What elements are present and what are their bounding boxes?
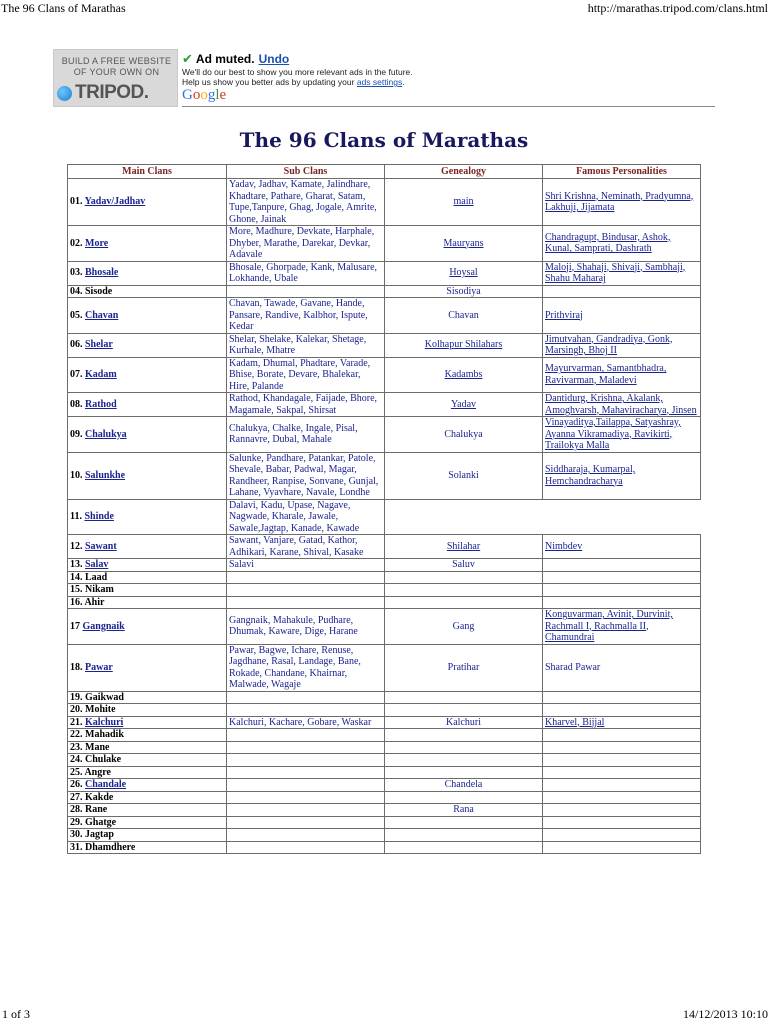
famous-personalities-cell[interactable]: Dantidurg, Krishna, Akalank, Amoghvarsh, Mahaviracharya, Jinsen (543, 393, 701, 417)
main-clan-cell (68, 285, 227, 298)
clan-number: 27. (70, 791, 83, 803)
main-clan-cell (68, 754, 227, 767)
table-row (68, 816, 701, 829)
print-header (0, 0, 768, 18)
clan-name-link[interactable]: Bhosale (85, 267, 119, 279)
genealogy-cell (385, 596, 543, 609)
main-clan-cell[interactable] (68, 261, 227, 285)
sub-clans-cell: Salunke, Pandhare, Patankar, Patole, Shevale, Babar, Padwal, Magar, Randheer, Ranpise, Sonvane, Gunjal, Lahane, Vyavhare, Navale, Londhe (227, 452, 385, 499)
sub-clans-cell (227, 754, 385, 767)
famous-personalities-cell: Sharad Pawar (543, 644, 701, 691)
genealogy-cell: Kalchuri (385, 716, 543, 729)
famous-personalities-cell (543, 571, 701, 584)
genealogy-cell (385, 829, 543, 842)
clan-name: Ahir (84, 596, 105, 608)
clan-number: 30. (70, 829, 83, 840)
checkmark-icon: ✔ (182, 51, 193, 66)
main-clan-cell[interactable] (68, 535, 227, 559)
famous-personalities-cell[interactable]: Jimutvahan, Gandradiya, Gonk, Marsingh, Bhoj II (543, 333, 701, 357)
main-clan-cell[interactable] (68, 452, 227, 499)
clan-name: Jagtap (85, 829, 114, 840)
clan-number: 26. (70, 779, 83, 790)
genealogy-cell (385, 754, 543, 767)
table-row (68, 729, 701, 742)
header-sub-clans: Sub Clans (227, 165, 385, 179)
famous-personalities-cell (543, 829, 701, 842)
genealogy-cell (385, 691, 543, 704)
main-clan-cell[interactable] (68, 226, 227, 262)
table-row (68, 754, 701, 767)
clan-number: 22. (70, 729, 83, 740)
clan-name-link[interactable]: Salav (85, 559, 109, 570)
genealogy-cell (385, 791, 543, 804)
clan-name: Ghatge (85, 816, 117, 828)
table-row (68, 559, 701, 572)
tripod-brand-text: TRIPOD. (75, 82, 149, 103)
table-row (68, 766, 701, 779)
clan-number: 17 (70, 620, 80, 632)
main-clan-cell[interactable] (68, 417, 227, 453)
table-row (68, 357, 701, 393)
ad-divider (182, 106, 715, 107)
clan-name-link[interactable]: Gangnaik (82, 620, 125, 632)
famous-personalities-cell[interactable]: Chandragupt, Bindusar, Ashok, Kunal, Samprati, Dashrath (543, 226, 701, 262)
sub-clans-cell (227, 584, 385, 597)
clan-number: 19. (70, 691, 83, 703)
clan-name: Angre (84, 766, 111, 778)
famous-personalities-cell[interactable]: Maloji, Shahaji, Shivaji, Sambhaji, Shahu Maharaj (543, 261, 701, 285)
main-clan-cell (68, 571, 227, 584)
ads-settings-link[interactable]: ads settings (356, 77, 403, 87)
clan-name: Mane (85, 741, 110, 753)
tripod-ad-banner[interactable] (53, 49, 178, 107)
header-genealogy: Genealogy (385, 165, 543, 179)
clan-name: Dhamdhere (85, 841, 136, 853)
genealogy-cell: Solanki (385, 452, 543, 499)
sub-clans-cell: Gangnaik, Mahakule, Pudhare, Dhumak, Kaware, Dige, Harane (227, 609, 385, 645)
main-clan-cell[interactable] (68, 298, 227, 334)
clan-number: 07. (70, 369, 83, 380)
famous-personalities-cell (543, 285, 701, 298)
print-header-title: The 96 Clans of Marathas (1, 1, 126, 15)
clan-number: 21. (70, 716, 83, 728)
table-row (68, 841, 701, 854)
clan-number: 23. (70, 741, 83, 753)
clan-name: Chulake (85, 754, 122, 765)
genealogy-cell: Rana (385, 804, 543, 817)
clan-number: 28. (70, 804, 83, 815)
sub-clans-cell: Chalukya, Chalke, Ingale, Pisal, Rannavre, Dubal, Mahale (227, 417, 385, 453)
genealogy-cell (385, 741, 543, 754)
famous-personalities-cell (543, 804, 701, 817)
clan-name-link[interactable]: Sawant (85, 540, 117, 552)
genealogy-cell: Sisodiya (385, 285, 543, 298)
sub-clans-cell (227, 766, 385, 779)
famous-personalities-cell[interactable]: Prithviraj (543, 298, 701, 334)
famous-personalities-cell[interactable]: Siddharaja, Kumarpal, Hemchandracharya (543, 452, 701, 499)
ad-muted-label: Ad muted. (195, 52, 255, 66)
table-row (68, 499, 701, 535)
table-row (68, 804, 701, 817)
clan-number: 11. (70, 511, 82, 522)
clan-name-link[interactable]: Chandale (85, 779, 127, 790)
table-row (68, 704, 701, 717)
clan-name: Rane (85, 804, 108, 815)
genealogy-cell[interactable]: Hoysal (385, 261, 543, 285)
clan-number: 16. (70, 596, 83, 608)
table-row (68, 571, 701, 584)
genealogy-cell: Chavan (385, 298, 543, 334)
clans-table (67, 164, 701, 854)
table-row (68, 716, 701, 729)
sub-clans-cell: More, Madhure, Devkate, Harphale, Dhyber, Marathe, Darekar, Devkar, Adavale (227, 226, 385, 262)
famous-personalities-cell (543, 766, 701, 779)
famous-personalities-cell[interactable]: Shri Krishna, Neminath, Pradyumna, Lakhuji, Jijamata (543, 179, 701, 226)
main-clan-cell (68, 741, 227, 754)
table-row (68, 791, 701, 804)
print-footer (0, 1004, 768, 1024)
google-logo-letter: g (207, 87, 216, 103)
genealogy-cell: Chandela (385, 779, 543, 792)
main-clan-cell[interactable] (68, 716, 227, 729)
table-row (68, 829, 701, 842)
famous-personalities-cell[interactable]: Kharvel, Bijjal (543, 716, 701, 729)
famous-personalities-cell (543, 841, 701, 854)
genealogy-cell: Gang (385, 609, 543, 645)
google-logo-letter: o (200, 87, 208, 103)
main-clan-cell (68, 596, 227, 609)
clan-name-link[interactable]: Chavan (85, 309, 119, 321)
clan-name-link[interactable]: Pawar (85, 661, 113, 673)
clan-number: 15. (70, 584, 83, 595)
table-row (68, 584, 701, 597)
clan-number: 25. (70, 766, 83, 778)
table-row (68, 644, 701, 691)
table-row (68, 298, 701, 334)
genealogy-cell[interactable]: Kolhapur Shilahars (385, 333, 543, 357)
sub-clans-cell (227, 571, 385, 584)
genealogy-cell[interactable]: Kadambs (385, 357, 543, 393)
sub-clans-cell (227, 816, 385, 829)
sub-clans-cell (227, 841, 385, 854)
clan-name: Mahadik (85, 729, 124, 740)
clan-name-link[interactable]: Shelar (85, 339, 113, 351)
table-row (68, 741, 701, 754)
table-row (68, 609, 701, 645)
table-row (68, 179, 701, 226)
main-clan-cell[interactable] (68, 357, 227, 393)
clan-number: 03. (70, 267, 83, 279)
table-row (68, 596, 701, 609)
main-clan-cell[interactable] (68, 609, 227, 645)
undo-link[interactable]: Undo (258, 52, 290, 66)
tripod-dot-icon (57, 86, 72, 101)
main-clan-cell[interactable] (68, 393, 227, 417)
table-row (68, 417, 701, 453)
tripod-logo (57, 81, 149, 105)
famous-personalities-cell (543, 779, 701, 792)
clan-number: 02. (70, 237, 83, 249)
clan-number: 08. (70, 398, 83, 410)
famous-personalities-cell (543, 816, 701, 829)
sub-clans-cell: Kadam, Dhumal, Phadtare, Varade, Bhise, Borate, Devare, Bhalekar, Hire, Palande (227, 357, 385, 393)
google-logo-letter: e (219, 87, 227, 103)
genealogy-cell[interactable]: Yadav (385, 393, 543, 417)
sub-clans-cell (227, 691, 385, 704)
sub-clans-cell (227, 779, 385, 792)
empty-merged-cell (385, 499, 701, 535)
sub-clans-cell: Kalchuri, Kachare, Gobare, Waskar (227, 716, 385, 729)
banner-line-1: BUILD A FREE WEBSITE (61, 56, 172, 66)
ad-info-prefix: Help us show you better ads by updating your (182, 77, 355, 87)
clan-name: Nikam (85, 584, 114, 595)
main-clan-cell (68, 791, 227, 804)
clan-name-link[interactable]: Kadam (85, 369, 117, 380)
genealogy-cell[interactable]: main (385, 179, 543, 226)
table-row (68, 452, 701, 499)
header-famous-personalities: Famous Personalities (543, 165, 701, 179)
clan-name-link[interactable]: Rathod (85, 398, 117, 410)
main-clan-cell[interactable] (68, 333, 227, 357)
genealogy-cell (385, 584, 543, 597)
famous-personalities-cell (543, 754, 701, 767)
sub-clans-cell: Salavi (227, 559, 385, 572)
clan-name: Gaikwad (85, 691, 124, 703)
sub-clans-cell: Pawar, Bagwe, Ichare, Renuse, Jagdhane, Rasal, Landage, Bane, Rokade, Chandane, Khairnar, Malwade, Wagaje (227, 644, 385, 691)
clan-number: 14. (70, 571, 83, 583)
ad-muted-panel (182, 49, 715, 107)
main-clan-cell (68, 729, 227, 742)
main-clan-cell (68, 766, 227, 779)
sub-clans-cell: Sawant, Vanjare, Gatad, Kathor, Adhikari, Karane, Shival, Kasake (227, 535, 385, 559)
ad-info-line-2 (182, 77, 405, 87)
google-logo (182, 87, 226, 104)
google-logo-letter: o (192, 87, 201, 103)
sub-clans-cell: Shelar, Shelake, Kalekar, Shetage, Kurhale, Mhatre (227, 333, 385, 357)
main-clan-cell (68, 804, 227, 817)
sub-clans-cell: Dalavi, Kadu, Upase, Nagave, Nagwade, Kharale, Jawale, Sawale,Jagtap, Kanade, Kawade (227, 499, 385, 535)
famous-personalities-cell (543, 729, 701, 742)
table-row (68, 691, 701, 704)
clan-name: Mohite (85, 704, 116, 715)
clan-number: 09. (70, 428, 83, 440)
main-clan-cell (68, 704, 227, 717)
table-row (68, 535, 701, 559)
print-timestamp: 14/12/2013 10:10 (682, 1007, 768, 1021)
genealogy-cell (385, 841, 543, 854)
clan-number: 18. (70, 661, 83, 673)
main-clan-cell[interactable] (68, 559, 227, 572)
table-row (68, 261, 701, 285)
genealogy-cell[interactable]: Shilahar (385, 535, 543, 559)
sub-clans-cell: Yadav, Jadhav, Kamate, Jalindhare, Khadtare, Pathare, Gharat, Satam, Tupe,Tanpure, Ghag, Jogale, Amrite, Ghone, Jainak (227, 179, 385, 226)
table-row (68, 779, 701, 792)
sub-clans-cell (227, 596, 385, 609)
clan-name-link[interactable]: Yadav/Jadhav (84, 196, 146, 208)
sub-clans-cell (227, 804, 385, 817)
famous-personalities-cell[interactable]: Nimbdev (543, 535, 701, 559)
clan-number: 13. (70, 559, 83, 570)
print-header-url: http://marathas.tripod.com/clans.html (587, 1, 768, 15)
clan-number: 24. (70, 754, 83, 765)
table-row (68, 226, 701, 262)
clan-name-link[interactable]: Kalchuri (85, 716, 124, 728)
ad-area (53, 49, 715, 107)
clan-number: 04. (70, 285, 83, 297)
page-counter: 1 of 3 (2, 1007, 30, 1021)
genealogy-cell (385, 704, 543, 717)
main-clan-cell (68, 841, 227, 854)
page-title: The 96 Clans of Marathas (239, 128, 529, 152)
famous-personalities-cell[interactable]: Konguvarman, Avinit, Durvinit, Rachmall I, Rachmalla II, Chamundrai (543, 609, 701, 645)
clan-name: Sisode (85, 285, 113, 297)
clan-number: 29. (70, 816, 83, 828)
main-clan-cell (68, 829, 227, 842)
genealogy-cell: Pratihar (385, 644, 543, 691)
sub-clans-cell (227, 829, 385, 842)
genealogy-cell (385, 729, 543, 742)
genealogy-cell[interactable]: Mauryans (385, 226, 543, 262)
ad-info-line-1: We'll do our best to show you more relevant ads in the future. (182, 67, 413, 77)
clans-table-body (68, 179, 701, 854)
famous-personalities-cell (543, 559, 701, 572)
clan-name-link[interactable]: Salunkhe (85, 469, 126, 481)
sub-clans-cell (227, 791, 385, 804)
google-logo-letter: l (215, 87, 220, 103)
clan-name: Laad (85, 571, 108, 583)
genealogy-cell (385, 571, 543, 584)
main-clan-cell[interactable] (68, 179, 227, 226)
famous-personalities-cell (543, 596, 701, 609)
sub-clans-cell (227, 729, 385, 742)
main-clan-cell[interactable] (68, 499, 227, 535)
famous-personalities-cell[interactable]: Vinayaditya,Tailappa, Satyashray, Ayanna Vikramadiya, Ravikirti, Trailokya Malla (543, 417, 701, 453)
sub-clans-cell: Bhosale, Ghorpade, Kank, Malusare, Lokhande, Ubale (227, 261, 385, 285)
google-logo-letter: G (182, 87, 193, 103)
genealogy-cell: Saluv (385, 559, 543, 572)
table-row (68, 393, 701, 417)
main-clan-cell[interactable] (68, 644, 227, 691)
sub-clans-cell (227, 741, 385, 754)
famous-personalities-cell (543, 704, 701, 717)
famous-personalities-cell[interactable]: Mayurvarman, Samantbhadra, Ravivarman, Maladevi (543, 357, 701, 393)
main-clan-cell (68, 816, 227, 829)
main-clan-cell (68, 584, 227, 597)
banner-line-2: OF YOUR OWN ON (73, 67, 160, 77)
ad-info-suffix: . (402, 77, 405, 87)
genealogy-cell (385, 816, 543, 829)
main-clan-cell (68, 691, 227, 704)
clan-number: 06. (70, 339, 83, 351)
header-main-clans: Main Clans (68, 165, 227, 179)
clan-name-link[interactable]: Chalukya (85, 428, 127, 440)
famous-personalities-cell (543, 584, 701, 597)
clan-number: 01. (70, 196, 83, 208)
sub-clans-cell (227, 704, 385, 717)
table-header-row (68, 165, 701, 179)
table-row (68, 285, 701, 298)
famous-personalities-cell (543, 691, 701, 704)
clan-number: 20. (70, 704, 83, 715)
clan-name-link[interactable]: Shinde (84, 511, 114, 522)
famous-personalities-cell (543, 791, 701, 804)
clan-number: 31. (70, 841, 83, 853)
sub-clans-cell: Rathod, Khandagale, Faijade, Bhore, Magamale, Sakpal, Shirsat (227, 393, 385, 417)
main-clan-cell[interactable] (68, 779, 227, 792)
famous-personalities-cell (543, 741, 701, 754)
clan-name-link[interactable]: More (85, 237, 109, 249)
genealogy-cell: Chalukya (385, 417, 543, 453)
clan-number: 12. (70, 540, 83, 552)
sub-clans-cell: Chavan, Tawade, Gavane, Hande, Pansare, Randive, Kalbhor, Ispute, Kedar (227, 298, 385, 334)
clan-number: 10. (70, 469, 83, 481)
table-row (68, 333, 701, 357)
sub-clans-cell (227, 285, 385, 298)
ad-muted-row (182, 51, 289, 67)
clan-number: 05. (70, 309, 83, 321)
genealogy-cell (385, 766, 543, 779)
clan-name: Kakde (85, 791, 114, 803)
